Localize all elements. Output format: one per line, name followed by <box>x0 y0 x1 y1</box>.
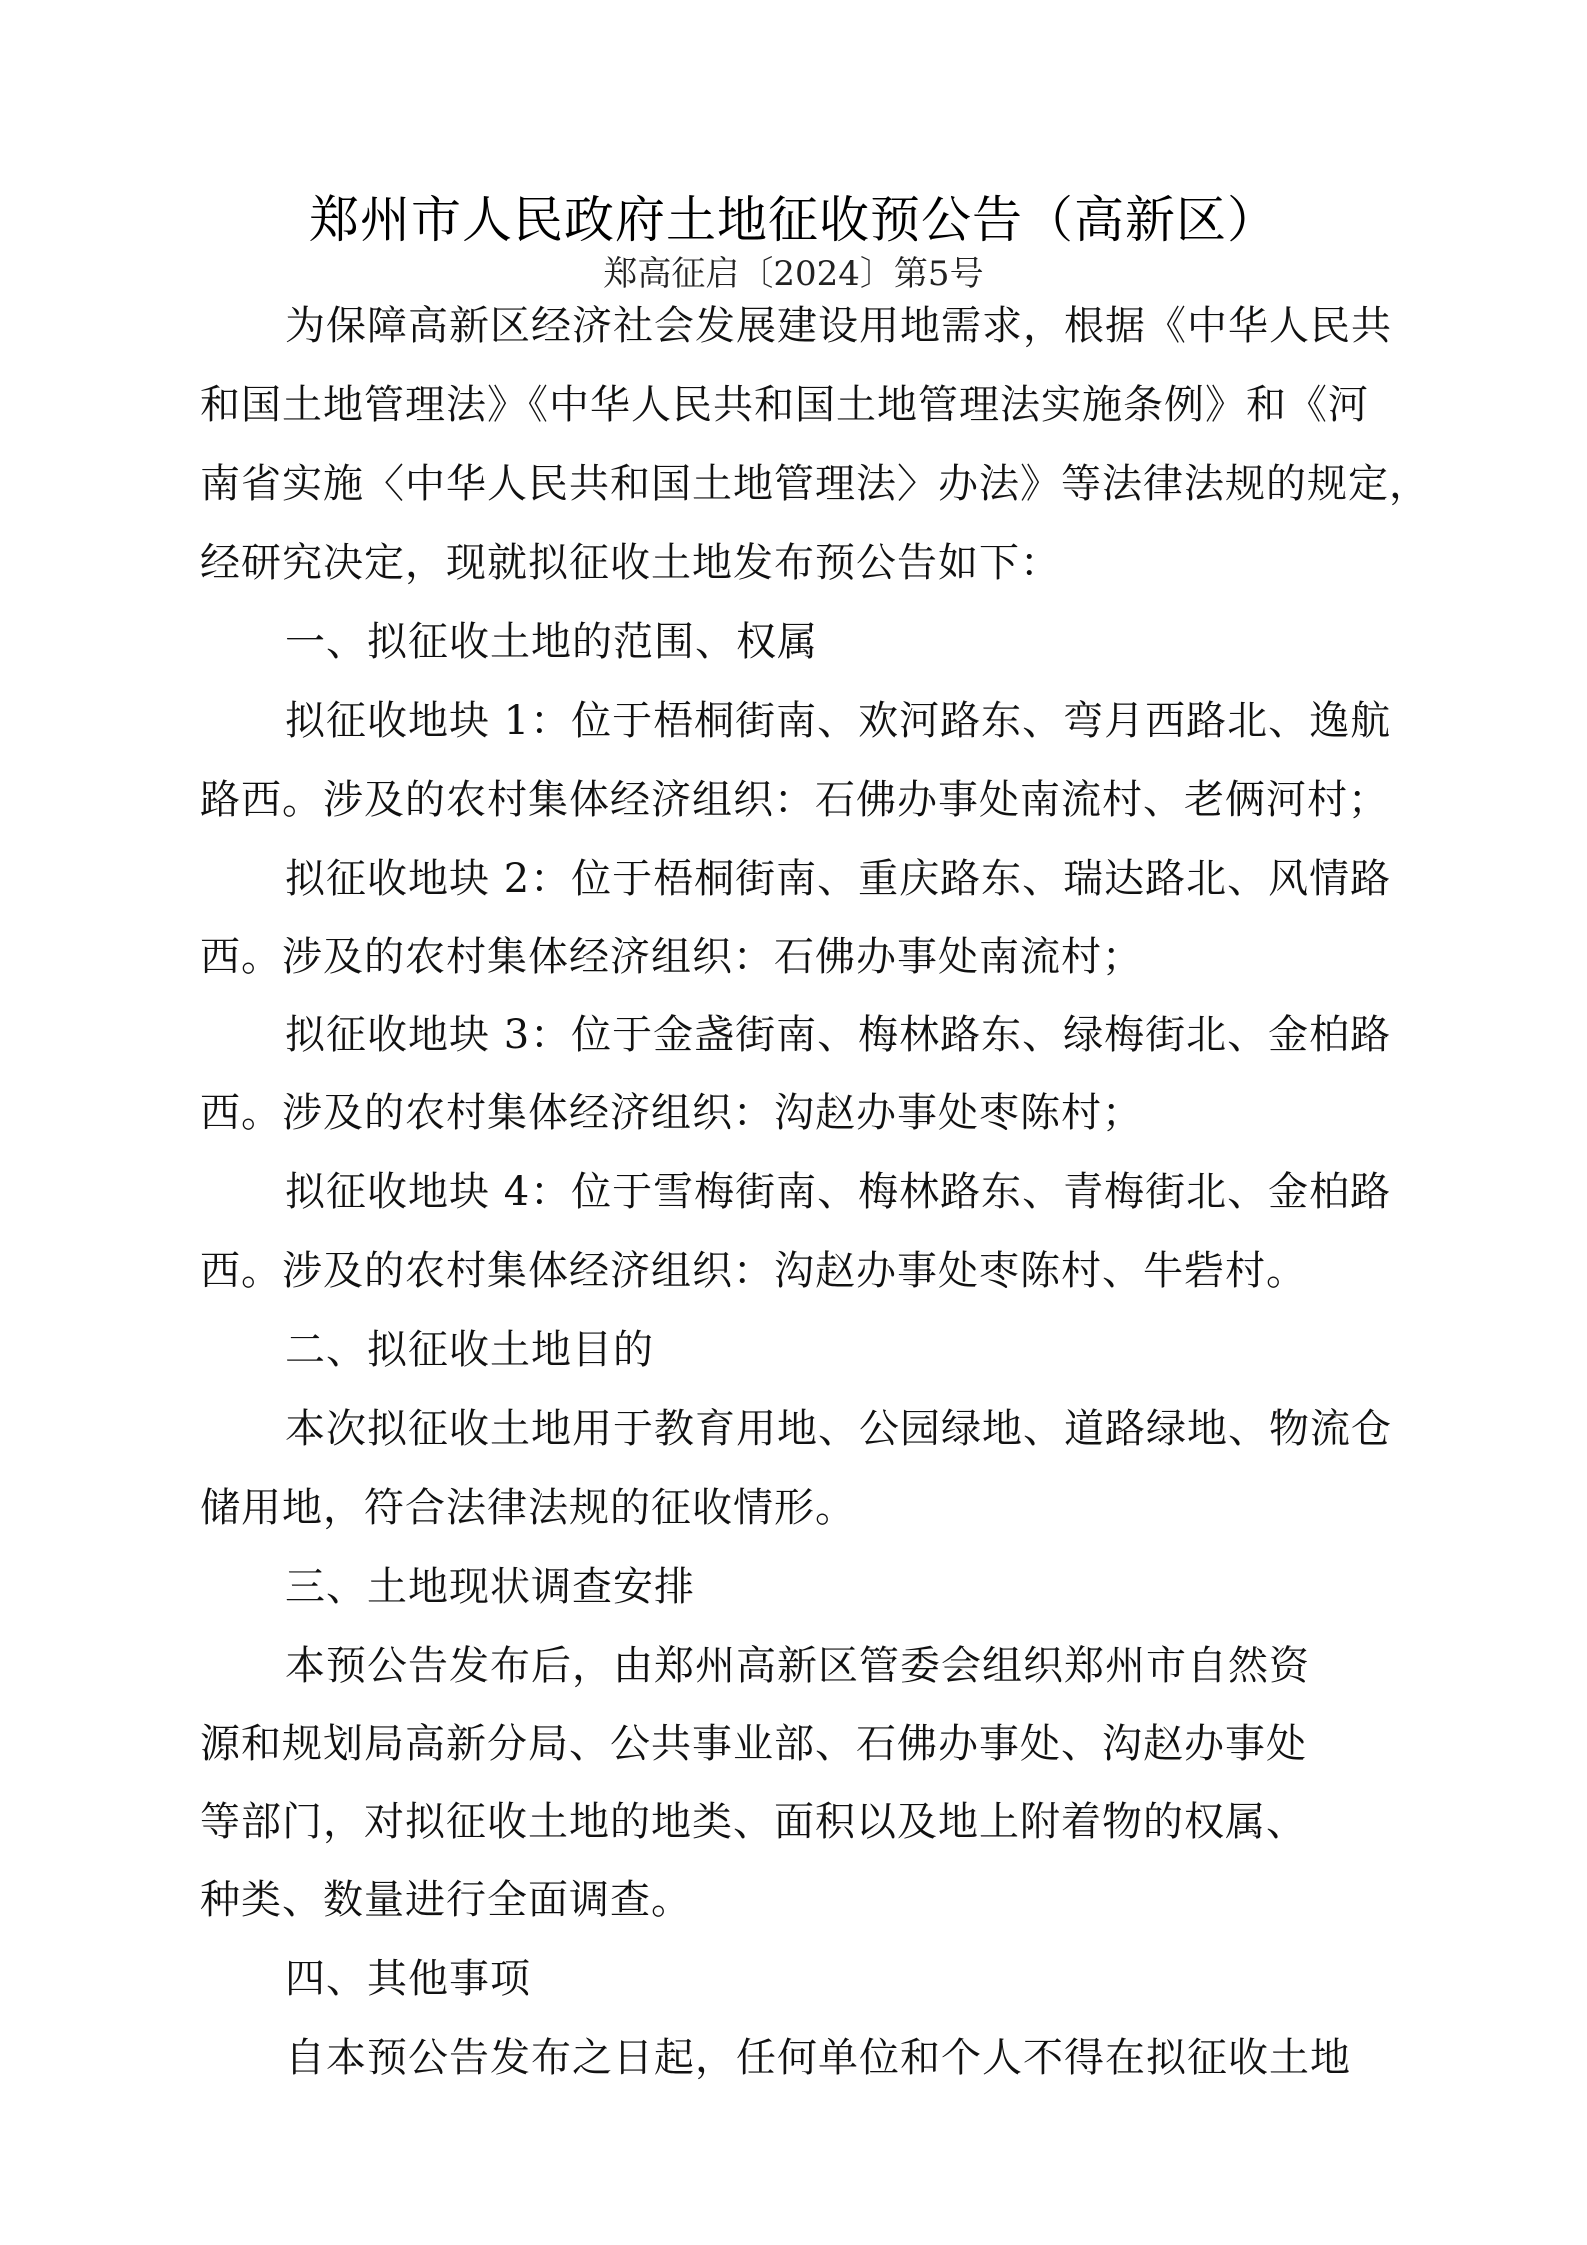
paragraph-line: 南省实施〈中华人民共和国土地管理法〉办法》等法律法规的规定， <box>200 461 1430 507</box>
document-number: 郑高征启〔2024〕第5号 <box>603 254 984 294</box>
paragraph-line: 西。涉及的农村集体经济组织：沟赵办事处枣陈村、牛砦村。 <box>200 1248 1307 1294</box>
paragraph-line: 经研究决定，现就拟征收土地发布预公告如下： <box>200 540 1061 586</box>
paragraph-line: 拟征收地块 2：位于梧桐街南、重庆路东、瑞达路北、风情路 <box>285 856 1392 902</box>
section-heading: 四、其他事项 <box>285 1956 531 2002</box>
paragraph-line: 拟征收地块 3：位于金盏街南、梅林路东、绿梅街北、金柏路 <box>285 1012 1392 1058</box>
paragraph-line: 为保障高新区经济社会发展建设用地需求，根据《中华人民共 <box>285 303 1392 349</box>
paragraph-line: 西。涉及的农村集体经济组织：石佛办事处南流村； <box>200 934 1143 980</box>
paragraph-line: 等部门，对拟征收土地的地类、面积以及地上附着物的权属、 <box>200 1799 1307 1845</box>
paragraph-line: 和国土地管理法》《中华人民共和国土地管理法实施条例》和《河 <box>200 382 1369 428</box>
paragraph-line: 西。涉及的农村集体经济组织：沟赵办事处枣陈村； <box>200 1090 1143 1136</box>
paragraph-line: 源和规划局高新分局、公共事业部、石佛办事处、沟赵办事处 <box>200 1721 1307 1767</box>
section-heading: 二、拟征收土地目的 <box>285 1327 654 1373</box>
paragraph-line: 路西。涉及的农村集体经济组织：石佛办事处南流村、老俩河村； <box>200 777 1389 823</box>
paragraph-line: 本次拟征收土地用于教育用地、公园绿地、道路绿地、物流仓 <box>285 1406 1392 1452</box>
paragraph-line: 种类、数量进行全面调查。 <box>200 1877 692 1923</box>
page-title: 郑州市人民政府土地征收预公告（高新区） <box>309 191 1278 249</box>
paragraph-line: 自本预公告发布之日起，任何单位和个人不得在拟征收土地 <box>285 2035 1351 2081</box>
paragraph-line: 拟征收地块 4：位于雪梅街南、梅林路东、青梅街北、金柏路 <box>285 1169 1392 1215</box>
paragraph-line: 储用地，符合法律法规的征收情形。 <box>200 1485 856 1531</box>
paragraph-line: 本预公告发布后，由郑州高新区管委会组织郑州市自然资 <box>285 1643 1310 1689</box>
section-heading: 三、土地现状调查安排 <box>285 1564 695 1610</box>
section-heading: 一、拟征收土地的范围、权属 <box>285 619 818 665</box>
paragraph-line: 拟征收地块 1：位于梧桐街南、欢河路东、弯月西路北、逸航 <box>285 698 1392 744</box>
